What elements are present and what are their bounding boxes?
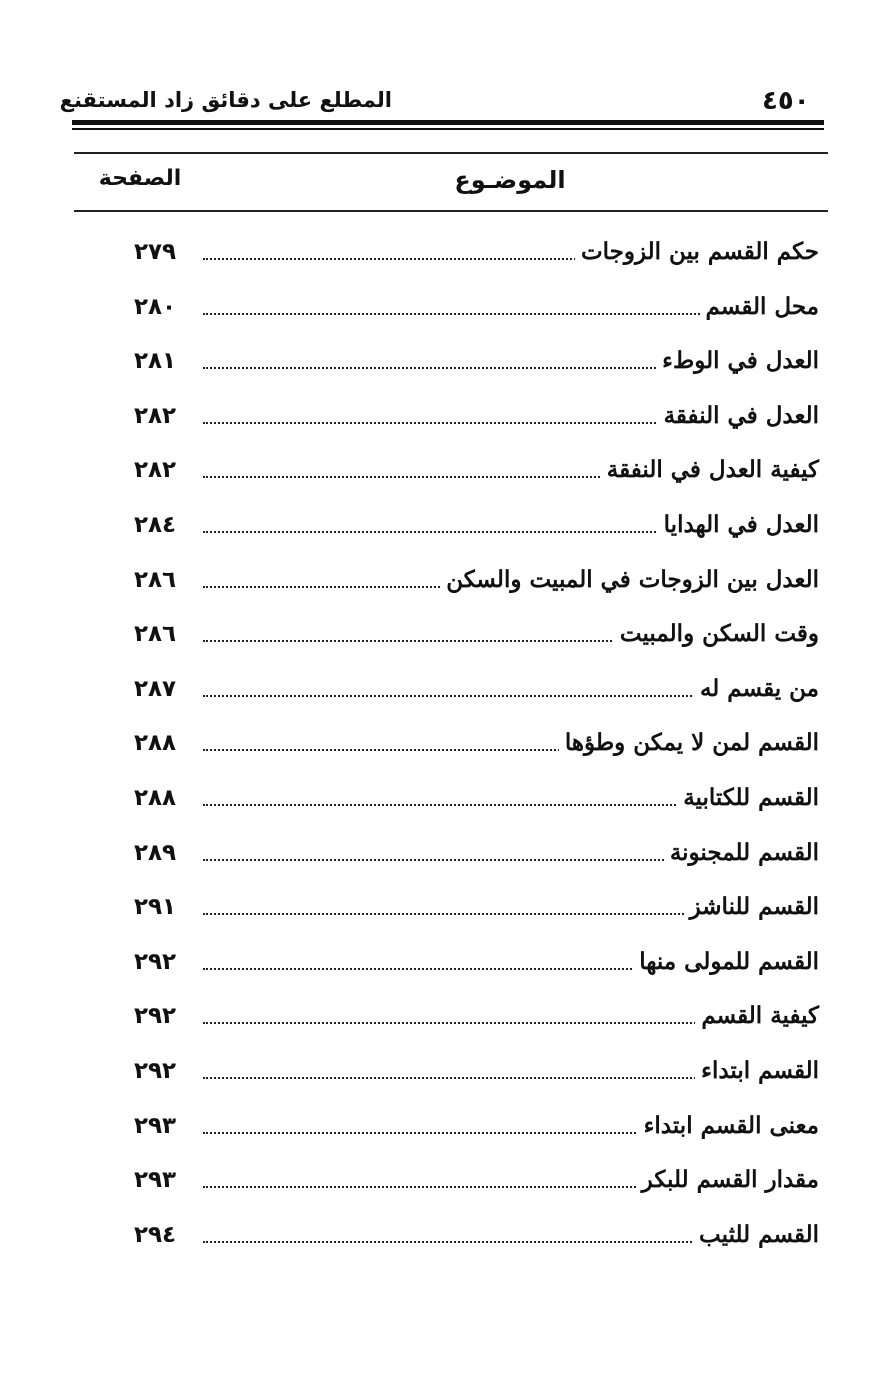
- entry-page-number: ٢٨١: [133, 348, 177, 375]
- header-rule-thin: [72, 128, 824, 130]
- entry-title: العدل بين الزوجات في المبيت والسكن: [440, 564, 819, 596]
- page-number: ٤٥٠: [762, 86, 810, 116]
- toc-entry: [0, 936, 879, 990]
- entry-page-number: ٢٨٧: [133, 675, 177, 702]
- entry-title: القسم للمجنونة: [664, 837, 819, 869]
- toc-entry: [0, 990, 879, 1044]
- entry-page-number: ٢٩٣: [133, 1112, 177, 1139]
- toc-entry: [0, 717, 879, 771]
- entry-title: معنى القسم ابتداء: [638, 1110, 819, 1142]
- entry-title: وقت السكن والمبيت: [614, 618, 819, 650]
- entry-page-number: ٢٨٢: [133, 457, 177, 484]
- entry-page-number: ٢٧٩: [133, 239, 177, 265]
- toc-entry: [0, 390, 879, 444]
- entry-title: القسم للمولى منها: [633, 946, 819, 978]
- table-top-rule: [74, 152, 828, 154]
- entry-page-number: ٢٨٨: [133, 730, 177, 757]
- toc-entry: [0, 1209, 879, 1263]
- entry-page-number: ٢٨٨: [133, 785, 177, 811]
- entry-title: العدل في الهدايا: [658, 509, 819, 541]
- entry-page-number: ٢٩٤: [133, 1221, 177, 1248]
- entry-title: القسم للثيب: [693, 1219, 819, 1251]
- toc-entry: [0, 335, 879, 389]
- entry-page-number: ٢٨٢: [133, 402, 177, 429]
- entry-title: القسم ابتداء: [695, 1055, 819, 1087]
- toc-entry: [0, 1154, 879, 1208]
- entry-title: كيفية القسم: [695, 1000, 819, 1032]
- column-header-page: الصفحة: [98, 166, 182, 191]
- entry-page-number: ٢٩٢: [133, 948, 177, 975]
- entry-page-number: ٢٨٩: [133, 839, 177, 866]
- book-title: المطلع على دقائق زاد المستقنع: [59, 88, 392, 112]
- entry-title: محل القسم: [700, 291, 819, 323]
- toc-entry: [0, 772, 879, 826]
- entry-page-number: ٢٩٣: [133, 1167, 177, 1194]
- toc-entry: [0, 554, 879, 608]
- entry-page-number: ٢٩١: [133, 894, 177, 921]
- entry-title: كيفية العدل في النفقة: [601, 454, 819, 486]
- entry-title: القسم للكتابية: [677, 782, 819, 814]
- toc-entry: [0, 608, 879, 662]
- toc-entry: [0, 663, 879, 717]
- entry-page-number: ٢٨٤: [133, 512, 177, 538]
- entry-page-number: ٢٨٠: [133, 293, 177, 320]
- column-header-topic: الموضـوع: [454, 166, 566, 194]
- toc-entry: [0, 499, 879, 553]
- header-rule-thick: [72, 120, 824, 125]
- entry-title: العدل في الوطء: [656, 345, 819, 377]
- toc-entry: [0, 827, 879, 881]
- entry-title: من يقسم له: [694, 673, 819, 705]
- entry-title: العدل في النفقة: [658, 400, 819, 432]
- table-header-rule: [74, 210, 828, 212]
- toc-entry: [0, 1045, 879, 1099]
- toc-entry: [0, 444, 879, 498]
- entry-page-number: ٢٩٢: [133, 1003, 177, 1030]
- toc-entry: [0, 226, 879, 280]
- entry-page-number: ٢٩٢: [133, 1058, 177, 1084]
- entry-title: مقدار القسم للبكر: [636, 1164, 819, 1196]
- entry-title: القسم لمن لا يمكن وطؤها: [559, 727, 819, 759]
- entry-title: حكم القسم بين الزوجات: [575, 236, 819, 268]
- toc-entry: [0, 881, 879, 935]
- entry-page-number: ٢٨٦: [133, 566, 177, 593]
- toc-entry: [0, 1100, 879, 1154]
- entry-title: القسم للناشز: [684, 891, 819, 923]
- toc-entry: [0, 281, 879, 335]
- entry-page-number: ٢٨٦: [133, 621, 177, 648]
